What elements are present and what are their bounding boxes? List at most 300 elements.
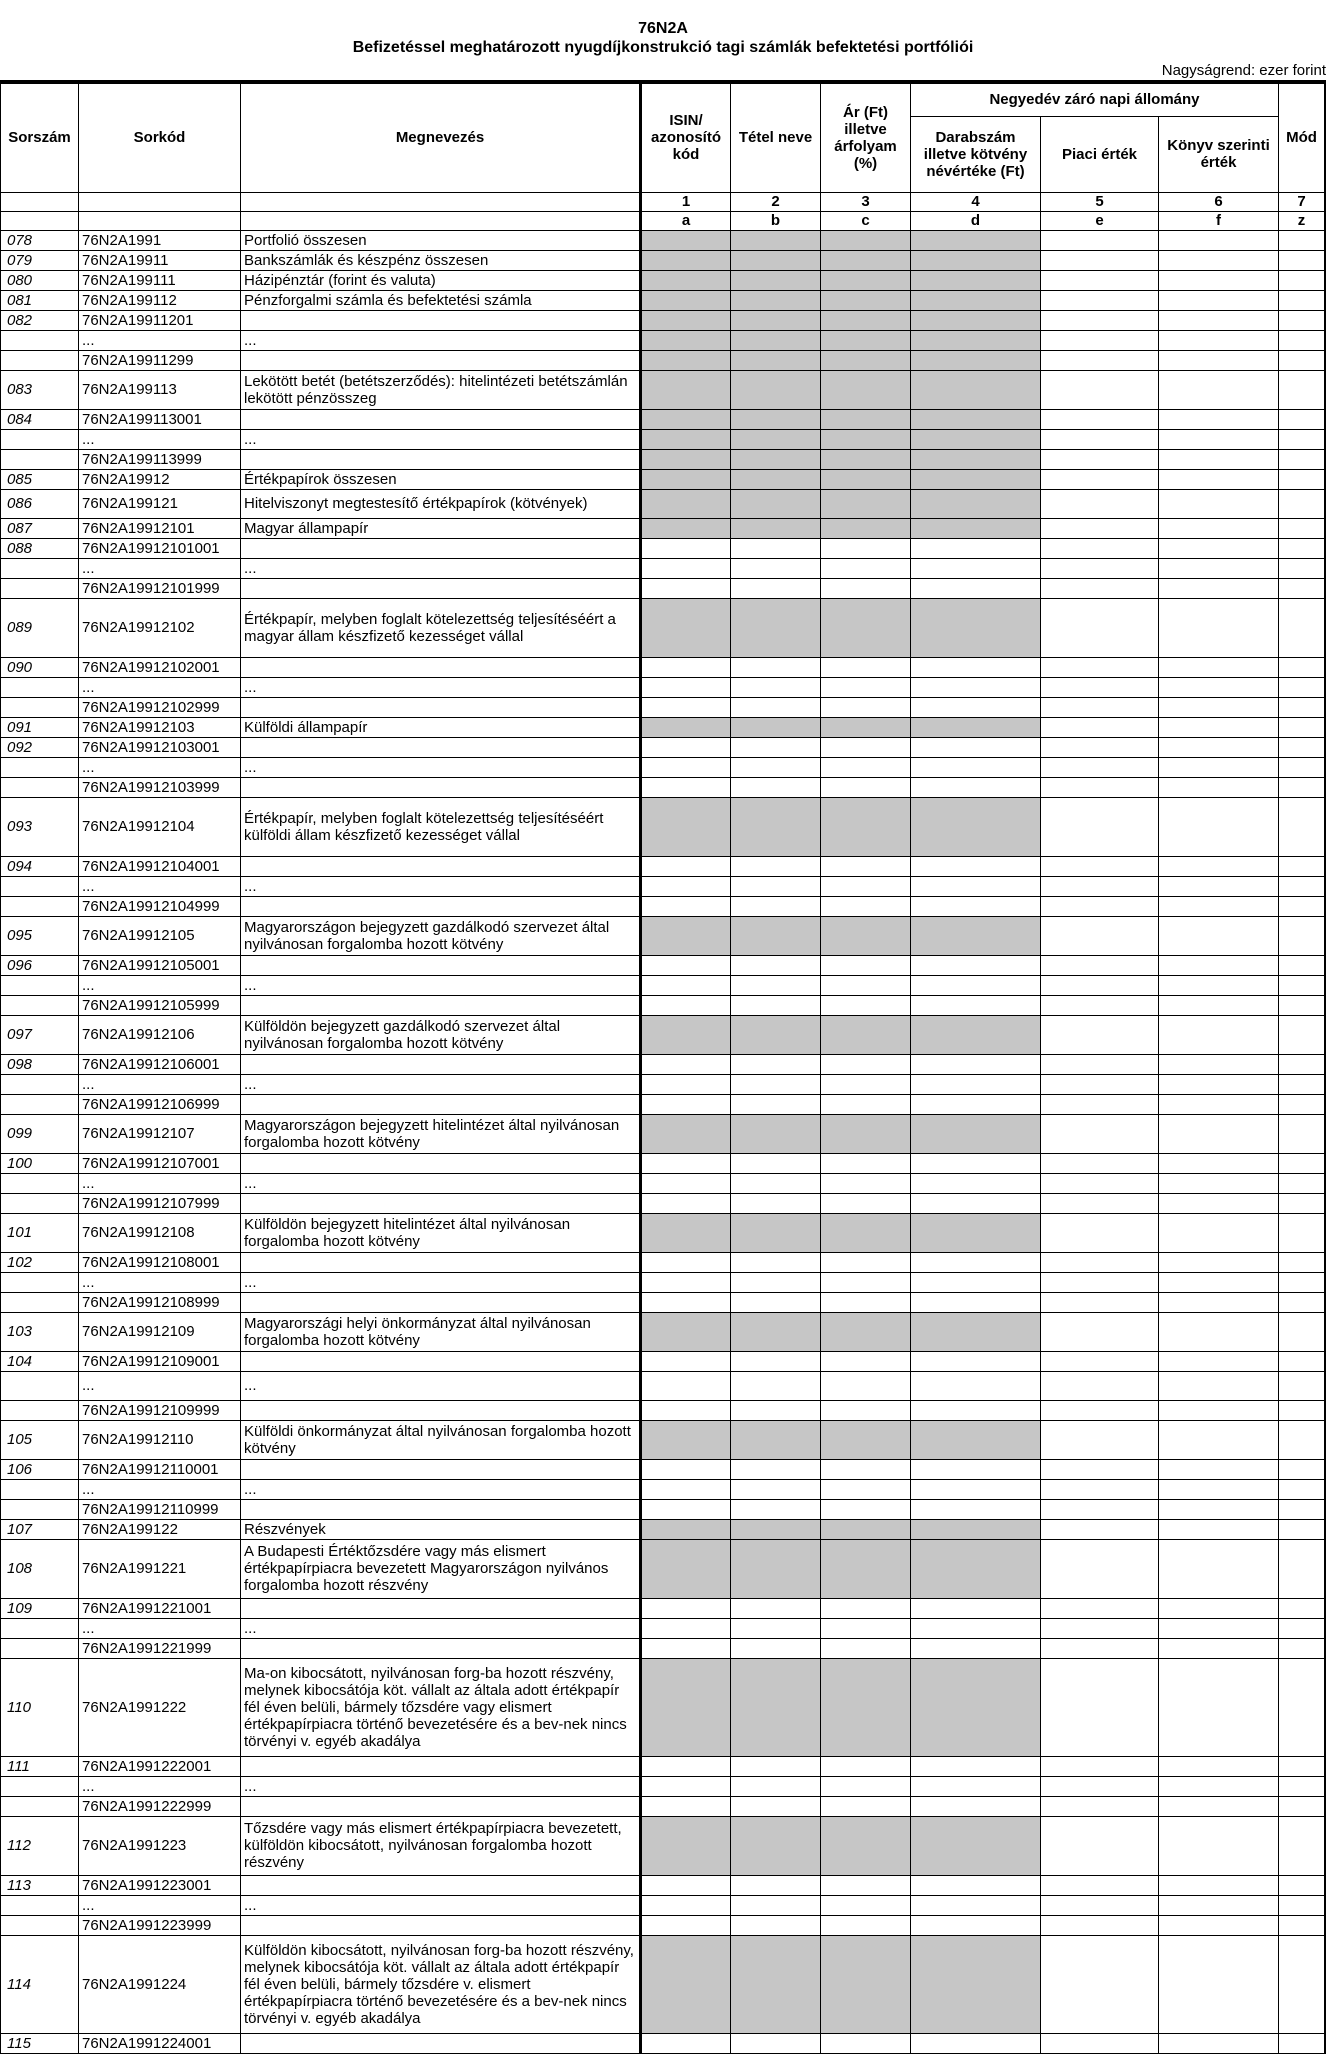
cell-isin: [641, 1400, 731, 1420]
portfolio-table: [0, 80, 1326, 2054]
cell-piaci: [1041, 558, 1159, 578]
cell-mod: [1279, 757, 1326, 777]
cell-darab: [911, 409, 1041, 429]
cell-darab: [911, 1420, 1041, 1459]
cell-konyv: [1159, 1312, 1279, 1351]
row-number: 094: [1, 856, 79, 876]
cell-tetel: [731, 538, 821, 558]
cell-isin: [641, 598, 731, 657]
row-name: ...: [241, 1895, 641, 1915]
row-code: ...: [79, 1776, 241, 1796]
table-row: [1, 1598, 1326, 1618]
cell-ar: [821, 1499, 911, 1519]
table-row: [1, 1114, 1326, 1153]
row-number: 108: [1, 1539, 79, 1598]
cell-tetel: [731, 518, 821, 538]
row-code: 76N2A1991223001: [79, 1875, 241, 1895]
row-code: ...: [79, 1371, 241, 1400]
row-number: [1, 1371, 79, 1400]
cell-isin: [641, 1420, 731, 1459]
cell-isin: [641, 955, 731, 975]
cell-tetel: [731, 270, 821, 290]
row-code: ...: [79, 1074, 241, 1094]
col-konyv: Könyv szerinti érték: [1159, 116, 1279, 192]
table-row: [1, 1153, 1326, 1173]
cell-mod: [1279, 1054, 1326, 1074]
cell-isin: [641, 1598, 731, 1618]
cell-konyv: [1159, 717, 1279, 737]
row-number: 086: [1, 489, 79, 518]
row-number: 114: [1, 1935, 79, 2033]
table-row: [1, 1519, 1326, 1539]
cell-piaci: [1041, 657, 1159, 677]
cell-isin: [641, 1351, 731, 1371]
cell-tetel: [731, 1816, 821, 1875]
cell-darab: [911, 896, 1041, 916]
row-name: [241, 1638, 641, 1658]
row-name: [241, 1459, 641, 1479]
row-number: [1, 1499, 79, 1519]
table-row: [1, 578, 1326, 598]
cell-piaci: [1041, 1816, 1159, 1875]
cell-darab: [911, 1193, 1041, 1213]
table-row: [1, 1816, 1326, 1875]
col-letter-c: c: [821, 211, 911, 230]
row-number: 090: [1, 657, 79, 677]
cell-isin: [641, 230, 731, 250]
cell-piaci: [1041, 677, 1159, 697]
cell-konyv: [1159, 1895, 1279, 1915]
cell-mod: [1279, 1796, 1326, 1816]
table-row: [1, 777, 1326, 797]
cell-darab: [911, 717, 1041, 737]
cell-tetel: [731, 350, 821, 370]
cell-isin: [641, 578, 731, 598]
cell-mod: [1279, 310, 1326, 330]
row-number: 101: [1, 1213, 79, 1252]
row-number: 115: [1, 2033, 79, 2053]
table-row: [1, 896, 1326, 916]
cell-konyv: [1159, 856, 1279, 876]
cell-darab: [911, 1499, 1041, 1519]
row-name: Portfolió összesen: [241, 230, 641, 250]
cell-darab: [911, 1173, 1041, 1193]
cell-isin: [641, 310, 731, 330]
cell-mod: [1279, 1915, 1326, 1935]
cell-darab: [911, 558, 1041, 578]
row-name: Tőzsdére vagy más elismert értékpapírpiacra bevezetett, külföldön kibocsátott, nyilvánosan forgalomba hozott részvény: [241, 1816, 641, 1875]
cell-mod: [1279, 1756, 1326, 1776]
table-row: [1, 429, 1326, 449]
cell-darab: [911, 1153, 1041, 1173]
table-row: [1, 1094, 1326, 1114]
cell-ar: [821, 270, 911, 290]
cell-darab: [911, 955, 1041, 975]
cell-tetel: [731, 1371, 821, 1400]
col-sorszam: Sorszám: [1, 82, 79, 192]
row-number: [1, 995, 79, 1015]
cell-isin: [641, 270, 731, 290]
cell-tetel: [731, 1292, 821, 1312]
cell-mod: [1279, 429, 1326, 449]
col-num-3: 3: [821, 192, 911, 211]
table-row: [1, 1015, 1326, 1054]
cell-piaci: [1041, 1658, 1159, 1756]
cell-piaci: [1041, 856, 1159, 876]
row-code: 76N2A19912104999: [79, 896, 241, 916]
row-name: Lekötött betét (betétszerződés): hitelintézeti betétszámlán lekötött pénzösszeg: [241, 370, 641, 409]
cell-isin: [641, 1153, 731, 1173]
cell-piaci: [1041, 1618, 1159, 1638]
cell-darab: [911, 657, 1041, 677]
row-number: 099: [1, 1114, 79, 1153]
cell-isin: [641, 538, 731, 558]
cell-piaci: [1041, 1213, 1159, 1252]
cell-ar: [821, 757, 911, 777]
row-number: 088: [1, 538, 79, 558]
table-row: [1, 1312, 1326, 1351]
cell-tetel: [731, 1935, 821, 2033]
cell-piaci: [1041, 230, 1159, 250]
cell-mod: [1279, 1816, 1326, 1875]
row-name: Részvények: [241, 1519, 641, 1539]
cell-mod: [1279, 1312, 1326, 1351]
cell-konyv: [1159, 449, 1279, 469]
cell-ar: [821, 1915, 911, 1935]
cell-isin: [641, 1539, 731, 1598]
cell-piaci: [1041, 1776, 1159, 1796]
cell-konyv: [1159, 1173, 1279, 1193]
cell-isin: [641, 1173, 731, 1193]
cell-konyv: [1159, 230, 1279, 250]
cell-mod: [1279, 657, 1326, 677]
row-number: [1, 677, 79, 697]
col-num-1: 1: [641, 192, 731, 211]
cell-tetel: [731, 1776, 821, 1796]
row-code: 76N2A1991221001: [79, 1598, 241, 1618]
row-code: 76N2A199113: [79, 370, 241, 409]
cell-konyv: [1159, 1915, 1279, 1935]
cell-piaci: [1041, 1193, 1159, 1213]
row-code: 76N2A19912103999: [79, 777, 241, 797]
row-number: [1, 1895, 79, 1915]
cell-konyv: [1159, 1114, 1279, 1153]
cell-mod: [1279, 975, 1326, 995]
cell-piaci: [1041, 1459, 1159, 1479]
row-name: ...: [241, 1173, 641, 1193]
row-code: 76N2A1991221: [79, 1539, 241, 1598]
cell-tetel: [731, 469, 821, 489]
cell-konyv: [1159, 1213, 1279, 1252]
cell-ar: [821, 995, 911, 1015]
cell-darab: [911, 1796, 1041, 1816]
cell-piaci: [1041, 250, 1159, 270]
table-row: [1, 1272, 1326, 1292]
cell-piaci: [1041, 1292, 1159, 1312]
row-number: [1, 1292, 79, 1312]
table-row: [1, 310, 1326, 330]
cell-darab: [911, 1459, 1041, 1479]
cell-darab: [911, 1816, 1041, 1875]
cell-mod: [1279, 856, 1326, 876]
cell-piaci: [1041, 797, 1159, 856]
row-name: ...: [241, 330, 641, 350]
cell-piaci: [1041, 1094, 1159, 1114]
table-row: [1, 250, 1326, 270]
row-number: 105: [1, 1420, 79, 1459]
cell-piaci: [1041, 1272, 1159, 1292]
row-code: 76N2A1991222999: [79, 1796, 241, 1816]
cell-mod: [1279, 717, 1326, 737]
cell-mod: [1279, 1094, 1326, 1114]
cell-darab: [911, 330, 1041, 350]
row-code: 76N2A19912110999: [79, 1499, 241, 1519]
row-name: [241, 538, 641, 558]
col-sorkod: Sorkód: [79, 82, 241, 192]
unit-label: Nagyságrend: ezer forint: [1161, 62, 1326, 79]
cell-tetel: [731, 230, 821, 250]
cell-darab: [911, 677, 1041, 697]
cell-mod: [1279, 797, 1326, 856]
cell-konyv: [1159, 1539, 1279, 1598]
cell-isin: [641, 449, 731, 469]
row-number: 089: [1, 598, 79, 657]
row-number: [1, 1796, 79, 1816]
cell-tetel: [731, 290, 821, 310]
row-name: [241, 449, 641, 469]
row-name: ...: [241, 1776, 641, 1796]
table-row: [1, 1459, 1326, 1479]
cell-ar: [821, 538, 911, 558]
cell-mod: [1279, 370, 1326, 409]
row-name: [241, 1054, 641, 1074]
cell-piaci: [1041, 538, 1159, 558]
row-name: [241, 1915, 641, 1935]
cell-isin: [641, 1193, 731, 1213]
cell-darab: [911, 1114, 1041, 1153]
row-code: 76N2A19912110001: [79, 1459, 241, 1479]
cell-ar: [821, 1015, 911, 1054]
cell-piaci: [1041, 270, 1159, 290]
row-name: [241, 856, 641, 876]
row-number: 082: [1, 310, 79, 330]
cell-darab: [911, 856, 1041, 876]
cell-tetel: [731, 1213, 821, 1252]
table-row: [1, 955, 1326, 975]
cell-isin: [641, 1054, 731, 1074]
cell-isin: [641, 1094, 731, 1114]
cell-isin: [641, 1272, 731, 1292]
table-row: [1, 1173, 1326, 1193]
cell-mod: [1279, 1213, 1326, 1252]
cell-ar: [821, 2033, 911, 2053]
row-name: Értékpapír, melyben foglalt kötelezettség teljesítéséért a magyar állam készfizető kezességet vállal: [241, 598, 641, 657]
cell-konyv: [1159, 1459, 1279, 1479]
cell-ar: [821, 1618, 911, 1638]
row-code: 76N2A19912109999: [79, 1400, 241, 1420]
cell-piaci: [1041, 1479, 1159, 1499]
cell-ar: [821, 797, 911, 856]
cell-konyv: [1159, 2033, 1279, 2053]
cell-isin: [641, 1015, 731, 1054]
row-name: ...: [241, 677, 641, 697]
table-row: [1, 330, 1326, 350]
cell-konyv: [1159, 737, 1279, 757]
cell-tetel: [731, 717, 821, 737]
cell-tetel: [731, 896, 821, 916]
cell-piaci: [1041, 1400, 1159, 1420]
cell-konyv: [1159, 757, 1279, 777]
cell-darab: [911, 270, 1041, 290]
cell-ar: [821, 1153, 911, 1173]
table-row: [1, 409, 1326, 429]
row-code: 76N2A19912109001: [79, 1351, 241, 1371]
cell-isin: [641, 250, 731, 270]
cell-tetel: [731, 1519, 821, 1539]
cell-ar: [821, 896, 911, 916]
cell-mod: [1279, 1658, 1326, 1756]
cell-konyv: [1159, 677, 1279, 697]
table-row: [1, 1074, 1326, 1094]
cell-darab: [911, 1618, 1041, 1638]
cell-darab: [911, 598, 1041, 657]
table-row: [1, 657, 1326, 677]
cell-mod: [1279, 1935, 1326, 2033]
cell-piaci: [1041, 1371, 1159, 1400]
row-number: [1, 1776, 79, 1796]
row-number: [1, 1094, 79, 1114]
cell-tetel: [731, 1895, 821, 1915]
cell-tetel: [731, 1400, 821, 1420]
cell-darab: [911, 1292, 1041, 1312]
cell-ar: [821, 955, 911, 975]
row-code: 76N2A1991224001: [79, 2033, 241, 2053]
row-number: 095: [1, 916, 79, 955]
row-code: ...: [79, 429, 241, 449]
col-letter-f: f: [1159, 211, 1279, 230]
row-code: 76N2A19912103001: [79, 737, 241, 757]
cell-konyv: [1159, 1499, 1279, 1519]
col-ar: Ár (Ft) illetve árfolyam (%): [821, 82, 911, 192]
cell-isin: [641, 1796, 731, 1816]
row-number: 096: [1, 955, 79, 975]
row-code: ...: [79, 876, 241, 896]
cell-tetel: [731, 975, 821, 995]
cell-tetel: [731, 916, 821, 955]
cell-ar: [821, 449, 911, 469]
cell-mod: [1279, 1153, 1326, 1173]
cell-konyv: [1159, 578, 1279, 598]
cell-piaci: [1041, 1935, 1159, 2033]
cell-darab: [911, 975, 1041, 995]
cell-konyv: [1159, 896, 1279, 916]
cell-mod: [1279, 469, 1326, 489]
cell-konyv: [1159, 370, 1279, 409]
cell-ar: [821, 1598, 911, 1618]
cell-konyv: [1159, 330, 1279, 350]
cell-konyv: [1159, 598, 1279, 657]
cell-mod: [1279, 896, 1326, 916]
cell-isin: [641, 1816, 731, 1875]
cell-piaci: [1041, 717, 1159, 737]
cell-piaci: [1041, 1420, 1159, 1459]
cell-mod: [1279, 1173, 1326, 1193]
table-row: [1, 697, 1326, 717]
cell-mod: [1279, 1252, 1326, 1272]
row-name: ...: [241, 975, 641, 995]
row-code: 76N2A199113001: [79, 409, 241, 429]
row-number: 109: [1, 1598, 79, 1618]
row-name: Magyarországon bejegyzett hitelintézet által nyilvánosan forgalomba hozott kötvény: [241, 1114, 641, 1153]
row-code: 76N2A19912102: [79, 598, 241, 657]
cell-darab: [911, 1598, 1041, 1618]
cell-isin: [641, 896, 731, 916]
cell-ar: [821, 1519, 911, 1539]
cell-isin: [641, 975, 731, 995]
cell-piaci: [1041, 1074, 1159, 1094]
cell-mod: [1279, 1351, 1326, 1371]
cell-isin: [641, 1519, 731, 1539]
col-tetel: Tétel neve: [731, 82, 821, 192]
cell-tetel: [731, 1479, 821, 1499]
cell-mod: [1279, 1776, 1326, 1796]
cell-mod: [1279, 558, 1326, 578]
cell-konyv: [1159, 1796, 1279, 1816]
cell-ar: [821, 1756, 911, 1776]
cell-isin: [641, 797, 731, 856]
cell-darab: [911, 1312, 1041, 1351]
cell-ar: [821, 1312, 911, 1351]
cell-konyv: [1159, 1519, 1279, 1539]
cell-konyv: [1159, 518, 1279, 538]
cell-tetel: [731, 2033, 821, 2053]
row-number: [1, 876, 79, 896]
row-name: [241, 697, 641, 717]
cell-konyv: [1159, 777, 1279, 797]
cell-isin: [641, 518, 731, 538]
cell-konyv: [1159, 350, 1279, 370]
document-title: Befizetéssel meghatározott nyugdíjkonstrukció tagi számlák befektetési portfóliói: [352, 39, 974, 56]
col-letter-b: b: [731, 211, 821, 230]
cell-ar: [821, 1400, 911, 1420]
col-piaci: Piaci érték: [1041, 116, 1159, 192]
table-row: [1, 975, 1326, 995]
cell-konyv: [1159, 270, 1279, 290]
cell-piaci: [1041, 1598, 1159, 1618]
cell-isin: [641, 757, 731, 777]
table-row: [1, 370, 1326, 409]
cell-konyv: [1159, 1935, 1279, 2033]
cell-konyv: [1159, 1015, 1279, 1054]
cell-mod: [1279, 1895, 1326, 1915]
row-code: 76N2A19911: [79, 250, 241, 270]
table-row: [1, 230, 1326, 250]
cell-ar: [821, 1420, 911, 1459]
cell-ar: [821, 1459, 911, 1479]
cell-piaci: [1041, 1519, 1159, 1539]
row-code: 76N2A19912107999: [79, 1193, 241, 1213]
row-number: [1, 558, 79, 578]
cell-mod: [1279, 995, 1326, 1015]
row-code: 76N2A1991: [79, 230, 241, 250]
cell-konyv: [1159, 916, 1279, 955]
col-letter-z: z: [1279, 211, 1326, 230]
row-code: 76N2A1991222: [79, 1658, 241, 1756]
cell-darab: [911, 1094, 1041, 1114]
cell-isin: [641, 697, 731, 717]
row-code: 76N2A19912102001: [79, 657, 241, 677]
cell-piaci: [1041, 370, 1159, 409]
